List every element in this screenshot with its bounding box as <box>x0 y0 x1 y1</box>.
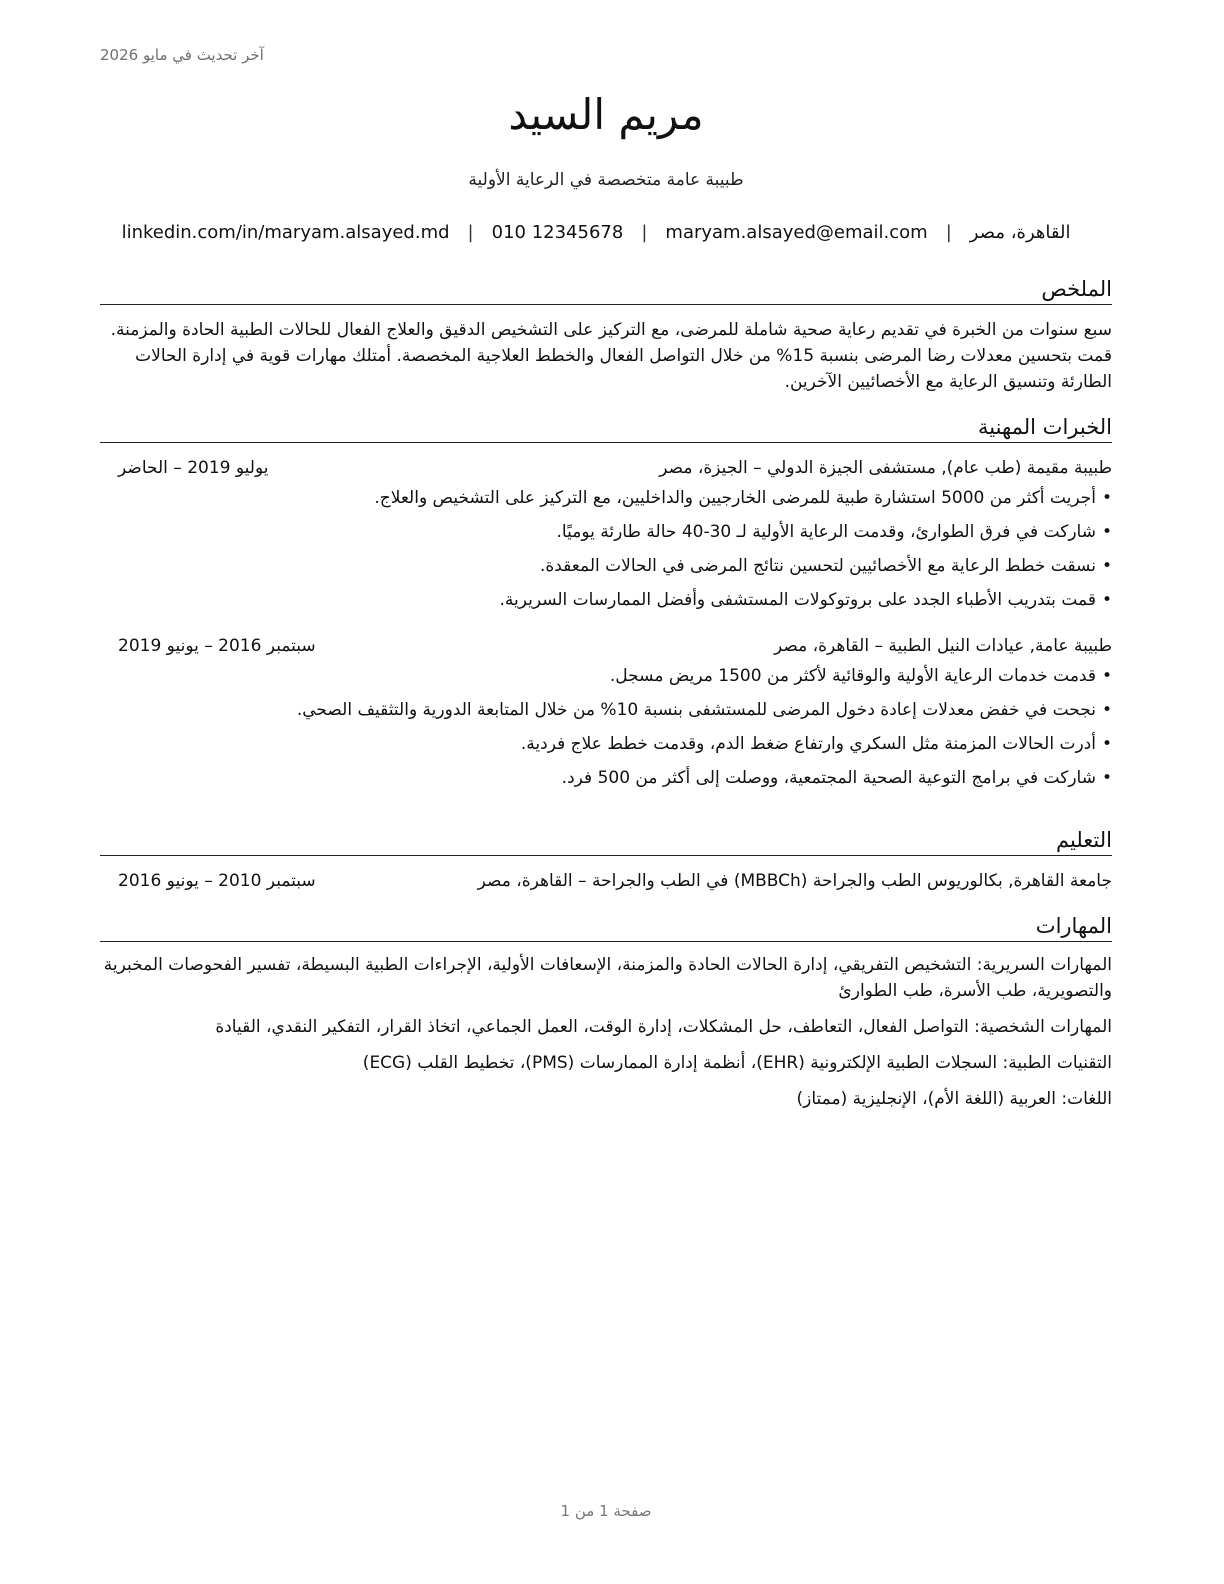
contact-line <box>100 222 1092 243</box>
list-item: •قمت بتدريب الأطباء الجدد على بروتوكولات المستشفى وأفضل الممارسات السريرية. <box>499 590 1112 611</box>
contact-linkedin[interactable]: linkedin.com/in/maryam.alsayed.md <box>121 222 450 243</box>
skill-line-languages: اللغات: العربية (اللغة الأم)، الإنجليزية (ممتاز) <box>796 1089 1112 1110</box>
summary-section <box>100 277 1112 395</box>
job-title: طبيبة مقيمة (طب عام), مستشفى الجيزة الدولي – الجيزة، مصر <box>659 458 1112 479</box>
contact-email[interactable]: maryam.alsayed@email.com <box>665 222 928 243</box>
skill-line-tech: التقنيات الطبية: السجلات الطبية الإلكترونية (EHR)، أنظمة إدارة الممارسات (PMS)، تخطيط القلب (ECG) <box>362 1053 1112 1074</box>
job-dates: سبتمبر 2016 – يونيو 2019 <box>118 636 316 657</box>
education-header <box>100 868 1112 894</box>
contact-separator: | <box>641 222 648 243</box>
list-item: •نجحت في خفض معدلات إعادة دخول المرضى للمستشفى بنسبة 10% من خلال المتابعة الدورية والتثقيف الصحي. <box>296 700 1112 721</box>
skill-line-soft: المهارات الشخصية: التواصل الفعال، التعاطف، حل المشكلات، إدارة الوقت، العمل الجماعي، اتخاذ القرار، التفكير النقدي، القيادة <box>215 1017 1112 1038</box>
list-item: •شاركت في برامج التوعية الصحية المجتمعية، ووصلت إلى أكثر من 500 فرد. <box>561 768 1112 789</box>
list-item: •قدمت خدمات الرعاية الأولية والوقائية لأكثر من 1500 مريض مسجل. <box>609 666 1112 687</box>
list-item: •شاركت في فرق الطوارئ، وقدمت الرعاية الأولية لـ 30-40 حالة طارئة يوميًا. <box>556 522 1112 543</box>
section-title-summary: الملخص <box>100 277 1112 305</box>
education-dates: سبتمبر 2010 – يونيو 2016 <box>118 871 316 892</box>
contact-phone[interactable]: 010 12345678 <box>491 222 624 243</box>
job-header <box>100 455 1112 481</box>
skills-section <box>100 914 1112 1112</box>
section-title-skills: المهارات <box>100 914 1112 942</box>
contact-separator: | <box>945 222 952 243</box>
job-entry <box>100 633 1112 791</box>
section-title-education: التعليم <box>100 828 1112 856</box>
job-bullets <box>100 663 1112 791</box>
skill-line-clinical: المهارات السريرية: التشخيص التفريقي، إدارة الحالات الحادة والمزمنة، الإسعافات الأولية، الإجراءات الطبية البسيطة، تفسير الفحوصات المخبرية والتصويرية، طب الأسرة، طب الطوارئ <box>103 955 1112 1002</box>
list-item: •أجريت أكثر من 5000 استشارة طبية للمرضى الخارجيين والداخليين، مع التركيز على التشخيص والعلاج. <box>374 488 1112 509</box>
job-entry <box>100 455 1112 613</box>
summary-text: سبع سنوات من الخبرة في تقديم رعاية صحية شاملة للمرضى، مع التركيز على التشخيص الدقيق والعلاج الفعال للحالات الطبية الحادة والمزمنة. قمت بتحسين معدلات رضا المرضى بنسبة 15% من خلال التواصل الفعال والخطط العلاجية المخصصة. أمتلك مهارات قوية في إدارة الحالات الطارئة وتنسيق الرعاية مع الأخصائيين الآخرين. <box>110 320 1112 393</box>
education-section <box>100 828 1112 894</box>
contact-location: القاهرة، مصر <box>969 222 1071 243</box>
job-dates: يوليو 2019 – الحاضر <box>118 458 269 479</box>
job-bullets <box>100 485 1112 613</box>
page-number: صفحة 1 من 1 <box>560 1502 652 1520</box>
contact-separator: | <box>467 222 474 243</box>
list-item: •نسقت خطط الرعاية مع الأخصائيين لتحسين نتائج المرضى في الحالات المعقدة. <box>539 556 1112 577</box>
experience-section <box>100 415 1112 799</box>
candidate-name: مريم السيد <box>508 90 704 139</box>
job-header <box>100 633 1112 659</box>
list-item: •أدرت الحالات المزمنة مثل السكري وارتفاع ضغط الدم، وقدمت خطط علاج فردية. <box>520 734 1112 755</box>
education-degree: جامعة القاهرة, بكالوريوس الطب والجراحة (MBBCh) في الطب والجراحة – القاهرة، مصر <box>477 871 1112 892</box>
job-title: طبيبة عامة, عيادات النيل الطبية – القاهرة، مصر <box>774 636 1112 657</box>
last-updated-note: آخر تحديث في مايو 2026 <box>100 46 264 64</box>
candidate-subtitle: طبيبة عامة متخصصة في الرعاية الأولية <box>468 170 744 190</box>
section-title-experience: الخبرات المهنية <box>100 415 1112 443</box>
